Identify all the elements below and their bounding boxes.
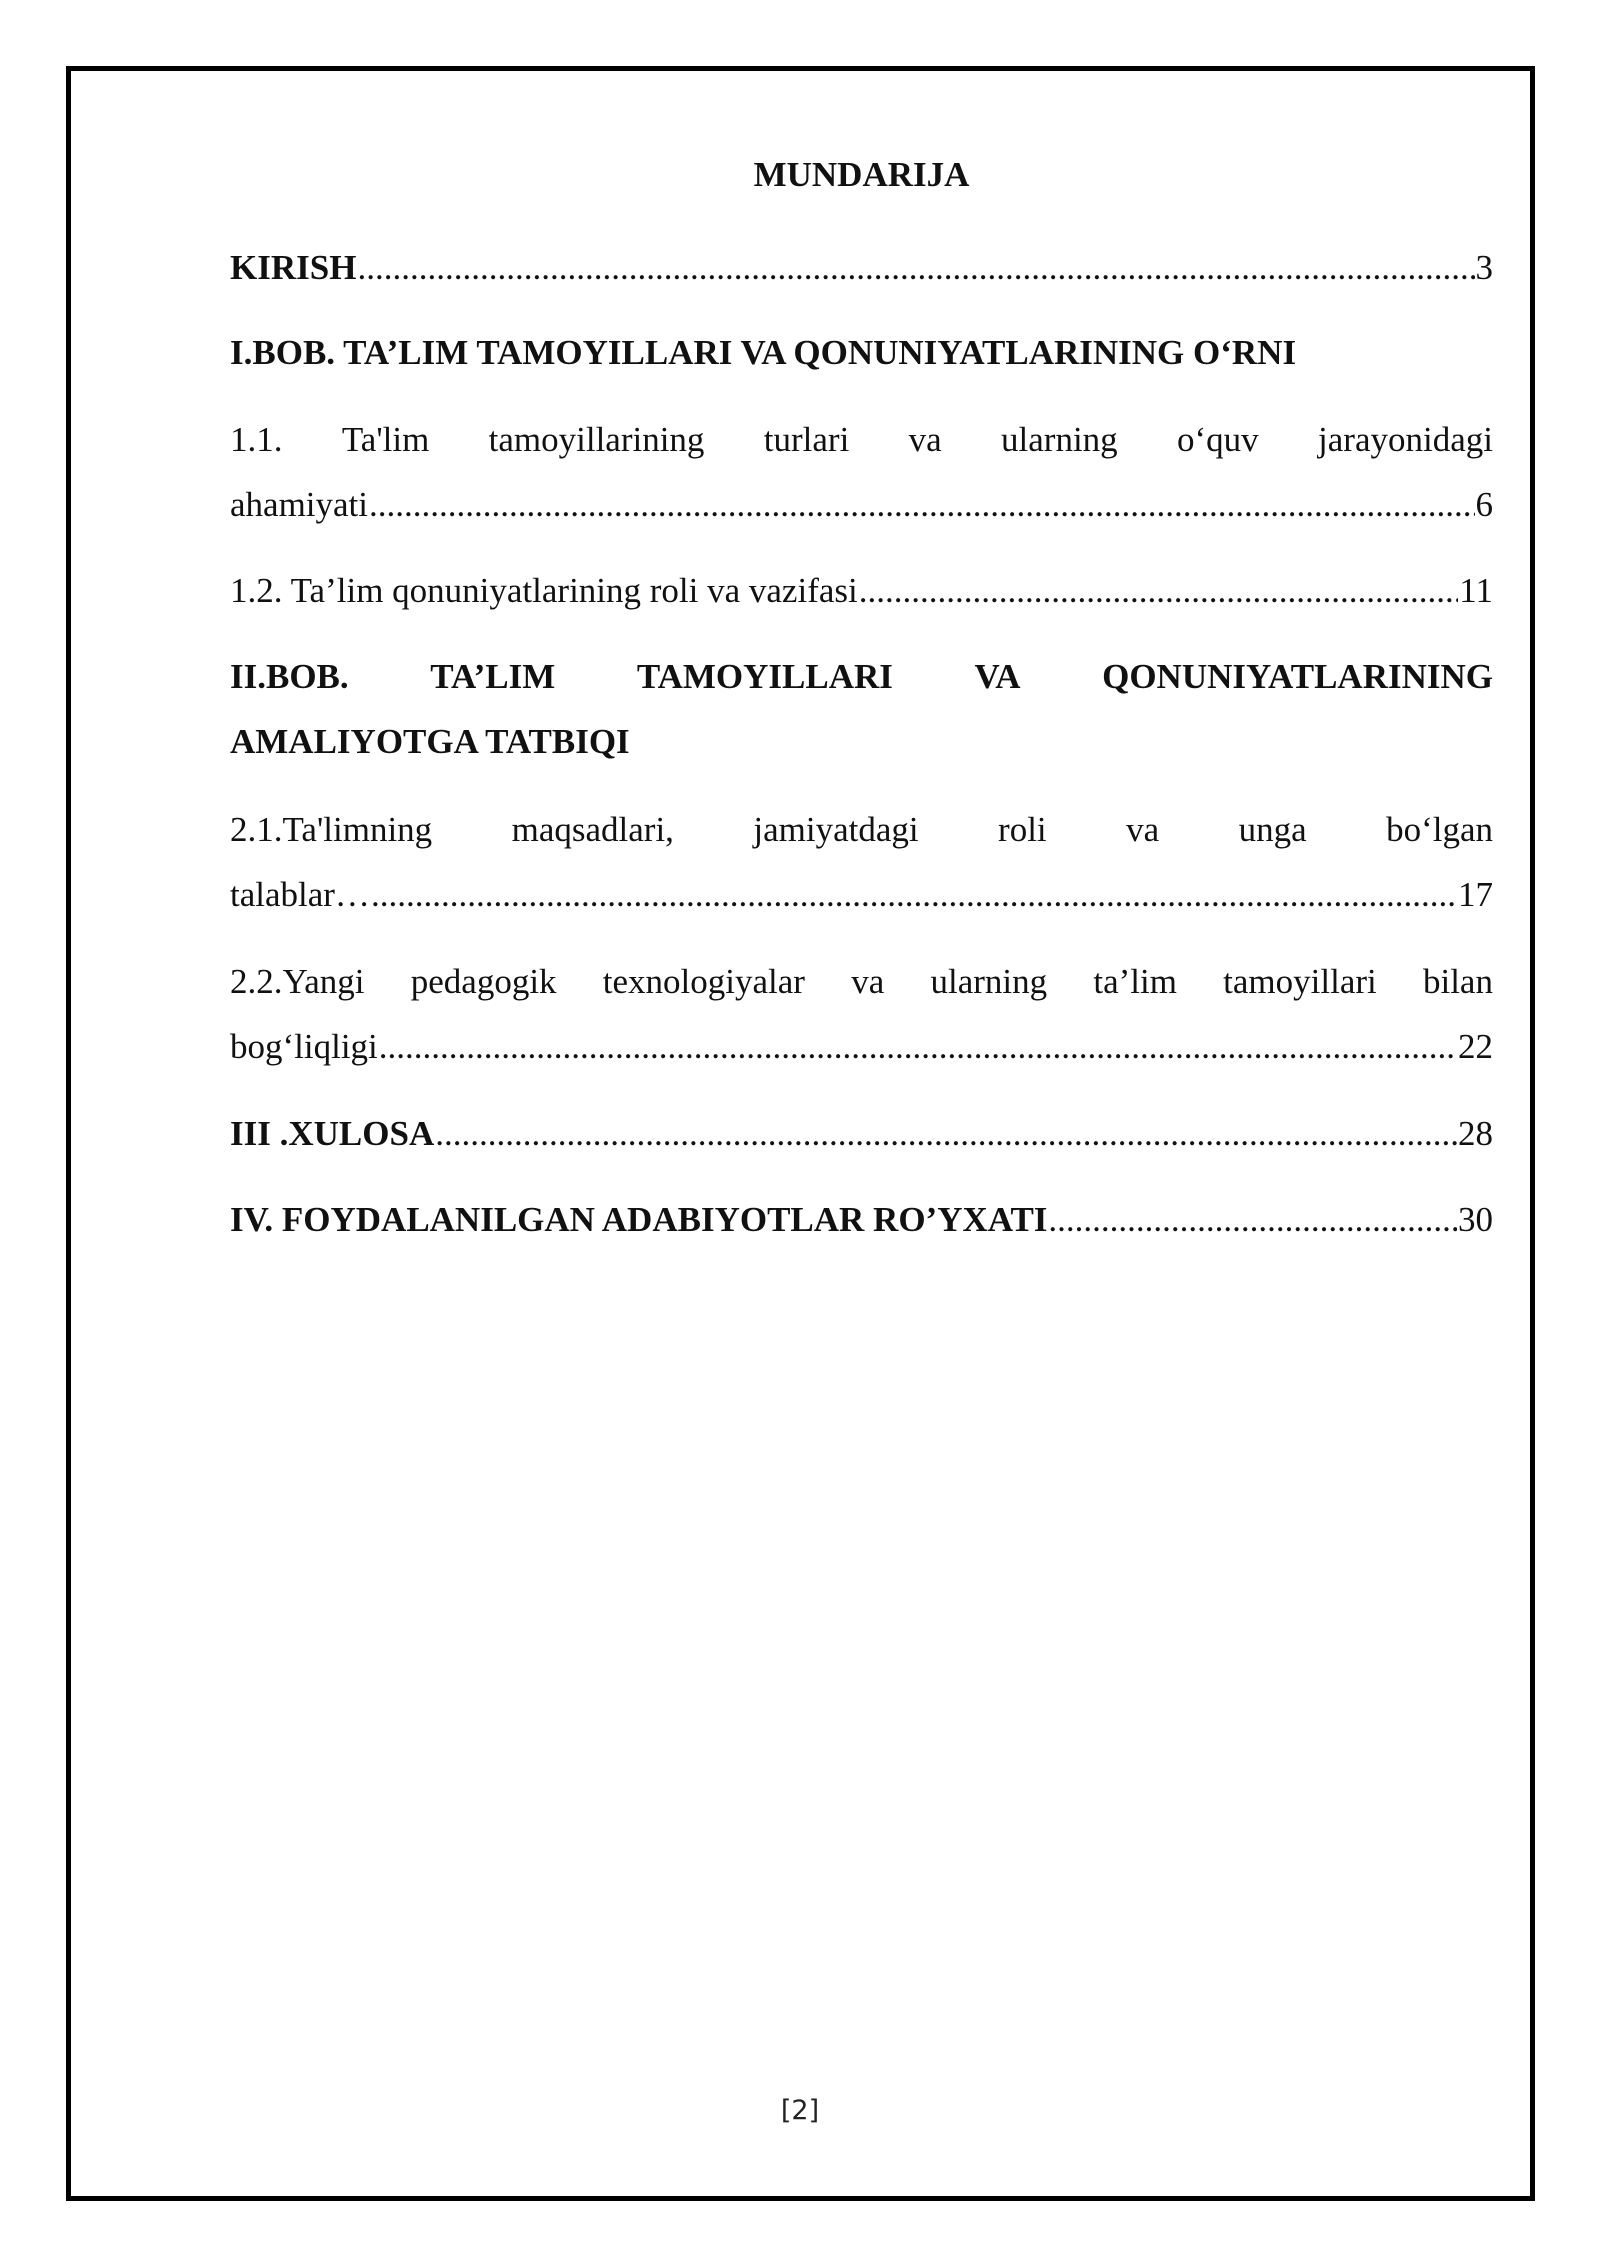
toc-line-1: 1.1. Ta'lim tamoyillarining turlari va ularning o‘quv jarayonidagi (230, 420, 1493, 459)
toc-label: IV. FOYDALANILGAN ADABIYOTLAR RO’YXATI (230, 1200, 1048, 1239)
dot-leader (435, 1101, 1457, 1166)
toc-label: ahamiyati (230, 485, 369, 524)
page-title: MUNDARIJA (753, 155, 970, 194)
toc-label: talablar… (230, 875, 370, 914)
toc-line-2 (230, 1014, 1493, 1079)
toc-page-number: 28 (1458, 1114, 1493, 1153)
toc-label: III .XULOSA (230, 1114, 435, 1153)
toc-page-number: 30 (1458, 1200, 1493, 1239)
toc-line-1: 2.2.Yangi pedagogik texnologiyalar va ularning ta’lim tamoyillari bilan (230, 962, 1493, 1001)
page-number: [2] (780, 2095, 820, 2126)
toc-label: bog‘liqligi (230, 1027, 378, 1066)
toc-chapter-1[interactable] (230, 320, 1493, 385)
toc-entry-xulosa[interactable] (230, 1101, 1493, 1166)
toc-line-2 (230, 709, 1493, 774)
toc-chapter-2[interactable] (230, 644, 1493, 774)
toc-line-1: 2.1.Ta'limning maqsadlari, jamiyatdagi roli va unga bo‘lgan (230, 810, 1493, 849)
dot-leader (357, 235, 1474, 300)
toc-entry-1-1[interactable] (230, 407, 1493, 537)
dot-leader (369, 472, 1474, 537)
toc-entry-1-2[interactable] (230, 558, 1493, 623)
toc-page-number: 6 (1475, 485, 1493, 524)
dot-leader (371, 862, 1457, 927)
toc-entry-2-1[interactable] (230, 797, 1493, 927)
dot-leader (859, 558, 1459, 623)
toc-label: I.BOB. TA’LIM TAMOYILLARI VA QONUNIYATLARINING O‘RNI (230, 333, 1297, 372)
toc-page-number: 22 (1458, 1027, 1493, 1066)
toc-entry-adabiyotlar[interactable] (230, 1187, 1493, 1252)
dot-leader (379, 1014, 1457, 1079)
toc-entry-2-2[interactable] (230, 949, 1493, 1079)
dot-leader (1048, 1187, 1457, 1252)
toc-page-number: 17 (1458, 875, 1493, 914)
table-of-contents (230, 150, 1493, 1239)
toc-label: AMALIYOTGA TATBIQI (230, 722, 630, 761)
toc-page-number: 3 (1475, 248, 1493, 287)
toc-label: 1.2. Ta’lim qonuniyatlarining roli va vazifasi (230, 571, 858, 610)
toc-line-1: II.BOB. TA’LIM TAMOYILLARI VA QONUNIYATLARINING (230, 657, 1493, 696)
toc-label: KIRISH (230, 248, 357, 287)
toc-line-2 (230, 472, 1493, 537)
toc-page-number: 11 (1459, 571, 1493, 610)
toc-entry-kirish[interactable] (230, 235, 1493, 300)
toc-line-2 (230, 862, 1493, 927)
